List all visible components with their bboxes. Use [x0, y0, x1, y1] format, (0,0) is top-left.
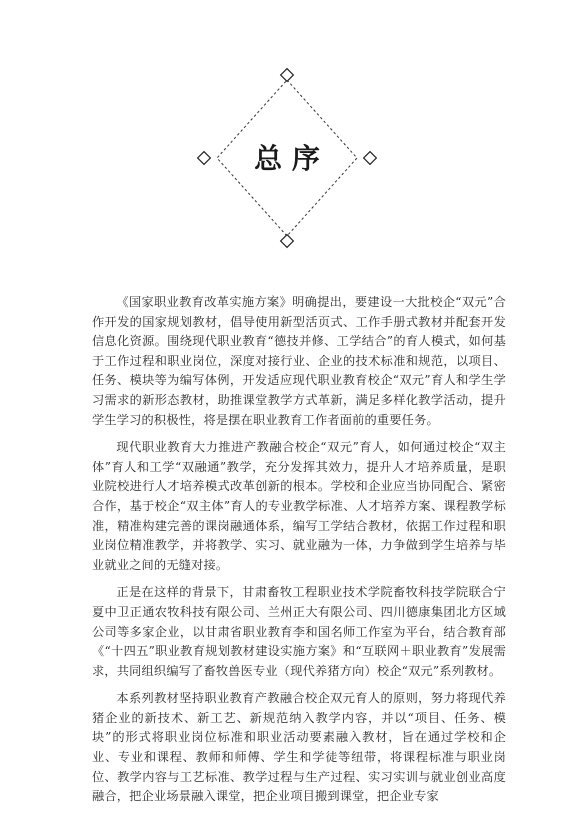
paragraph-3: 正是在这样的背景下，甘肃畜牧工程职业技术学院畜牧科技学院联合宁夏中卫正通农牧科技有限公司、兰州正大有限公司、四川德康集团北方区域公司等多家企业，以甘肃省职业教育李和国名师工作室为平台，结合教育部《“十四五”职业教育规划教材建设实施方案》和“互联网＋职业教育”发展需求，共同组织编写了畜牧兽医专业（现代养猪方向）校企“双元”系列教材。	[92, 585, 506, 678]
diamond-ornament-top	[281, 69, 294, 82]
preface-body	[92, 293, 506, 815]
diamond-ornament-left	[198, 152, 211, 165]
diamond-ornament-bottom	[281, 235, 294, 248]
paragraph-2: 现代职业教育大力推进产教融合校企“双元”育人，如何通过校企“双主体”育人和工学“双融通”教学，充分发挥其效力，提升人才培养质量，是职业院校进行人才培养模式改革创新的根本。学校和企业应当协同配合、紧密合作，基于校企“双主体”育人的专业教学标准、人才培养方案、课程教学标准，精准构建完善的课岗融通体系，编写工学结合教材，依据工作过程和职业岗位精准教学，并将教学、实习、就业融为一体，力争做到学生培养与毕业就业之间的无缝对接。	[92, 440, 506, 572]
paragraph-4: 本系列教材坚持职业教育产教融合校企双元育人的原则，努力将现代养猪企业的新技术、新工艺、新规范纳入教学内容，并以“项目、任务、模块”的形式将职业岗位标准和职业活动要素融入教材，旨在通过学校和企业、专业和课程、教师和师傅、学生和学徒等纽带，将课程标准与职业岗位、教学内容与工艺标准、教学过程与生产过程、实习实训与就业创业高度融合，把企业场景融入课堂，把企业项目搬到课堂，把企业专家	[92, 691, 506, 804]
title-emblem	[0, 0, 574, 260]
page-title: 总 序	[254, 142, 320, 175]
paragraph-1: 《国家职业教育改革实施方案》明确提出，要建设一大批校企“双元”合作开发的国家规划教材，倡导使用新型活页式、工作手册式教材并配套开发信息化资源。围绕现代职业教育“德技并修、工学结合”的育人模式，如何基于工作过程和职业岗位，深度对接行业、企业的技术标准和规范，以项目、任务、模块等为编写体例，开发适应现代职业教育校企“双元”育人和学生学习需求的新形态教材，助推课堂教学方式革新，满足多样化教学活动，提升学生学习的积极性，将是摆在职业教育工作者面前的重要任务。	[92, 295, 506, 427]
diamond-ornament-right	[364, 152, 377, 165]
